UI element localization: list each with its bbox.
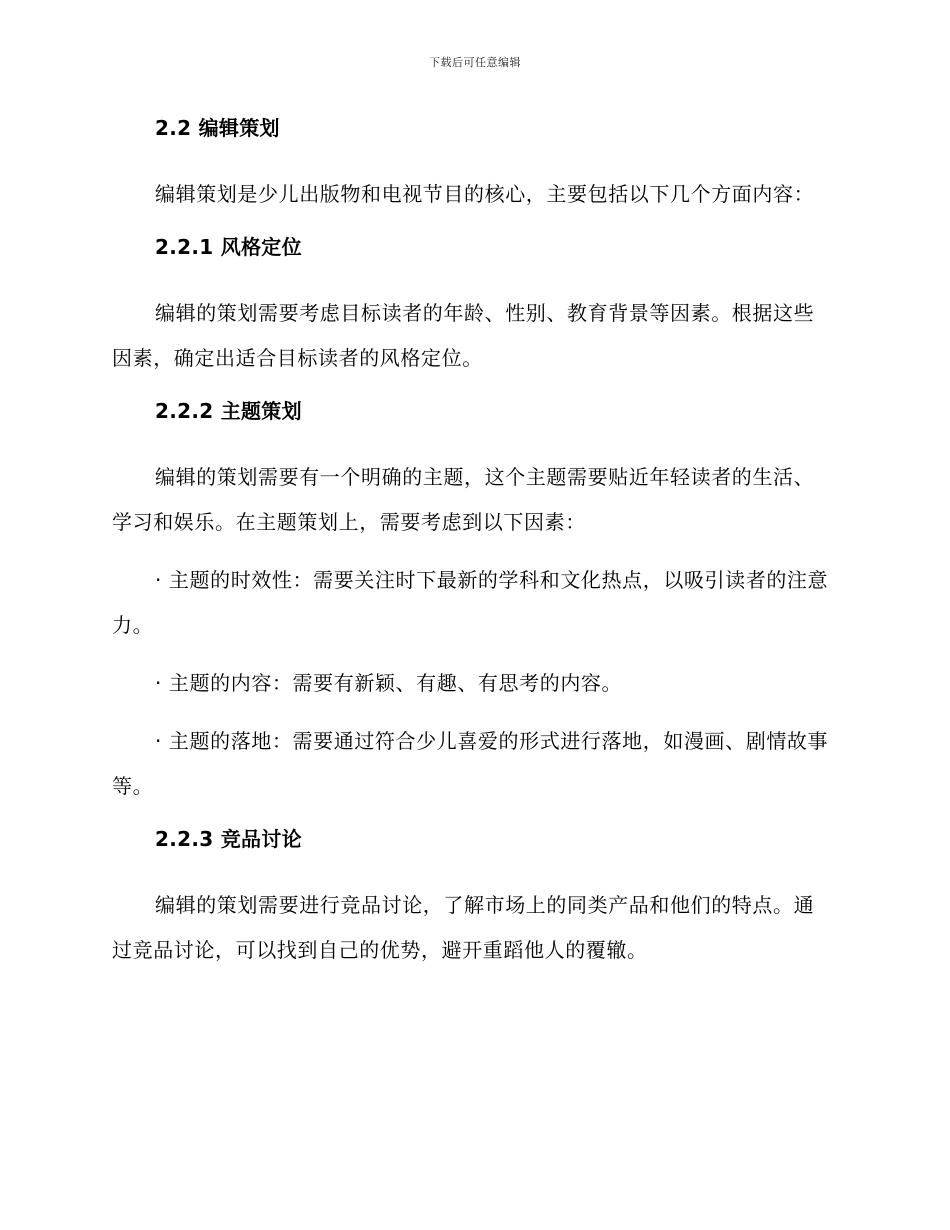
- subsection-heading-style: 2.2.1 风格定位: [155, 235, 302, 259]
- document-body: [112, 112, 832, 973]
- page-header: 下载后可任意编辑: [429, 56, 521, 69]
- style-paragraph: 编辑的策划需要考虑目标读者的年龄、性别、教育背景等因素。根据这些因素，确定出适合目标读者的风格定位。: [112, 301, 815, 370]
- theme-bullet-content: · 主题的内容：需要有新颖、有趣、有思考的内容。: [155, 671, 623, 695]
- section-heading: 2.2 编辑策划: [155, 116, 280, 140]
- competitor-paragraph: 编辑的策划需要进行竞品讨论，了解市场上的同类产品和他们的特点。通过竞品讨论，可以找到自己的优势，避开重蹈他人的覆辙。: [112, 893, 815, 962]
- theme-bullet-timeliness: · 主题的时效性：需要关注时下最新的学科和文化热点，以吸引读者的注意力。: [112, 568, 829, 637]
- theme-paragraph: 编辑的策划需要有一个明确的主题，这个主题需要贴近年轻读者的生活、学习和娱乐。在主题策划上，需要考虑到以下因素：: [112, 465, 815, 534]
- theme-bullet-landing: · 主题的落地：需要通过符合少儿喜爱的形式进行落地，如漫画、剧情故事等。: [112, 729, 829, 798]
- section-intro-paragraph: 编辑策划是少儿出版物和电视节目的核心，主要包括以下几个方面内容：: [155, 182, 815, 206]
- subsection-heading-theme: 2.2.2 主题策划: [155, 399, 302, 423]
- subsection-heading-competitors: 2.2.3 竞品讨论: [155, 827, 302, 851]
